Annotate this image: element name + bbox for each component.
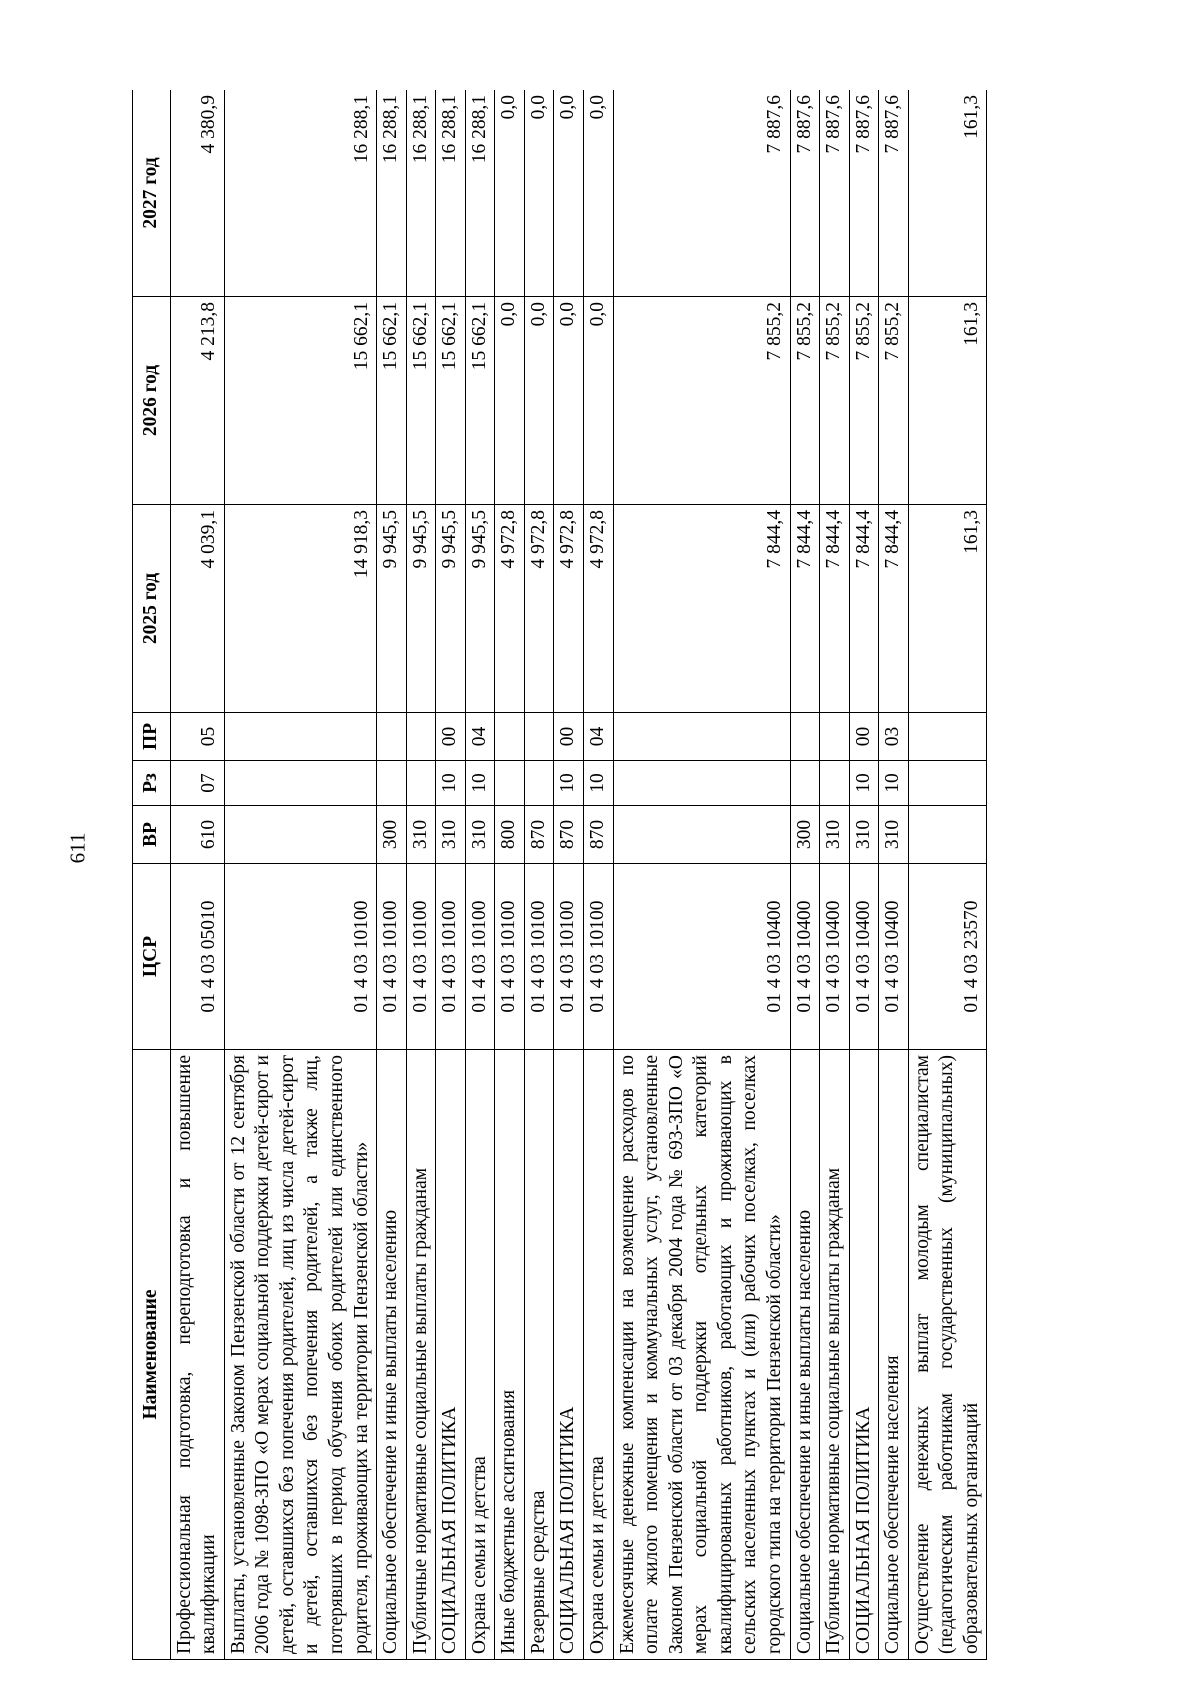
cell-pr xyxy=(377,713,407,761)
cell-vr: 870 xyxy=(584,806,614,864)
cell-2027: 0,0 xyxy=(524,90,554,297)
cell-name: Социальное обеспечение и иные выплаты населению xyxy=(790,1050,820,1660)
cell-2027: 16 288,1 xyxy=(224,90,376,297)
table-row xyxy=(436,90,466,1660)
cell-2025: 14 918,3 xyxy=(224,505,376,713)
table-row xyxy=(524,90,554,1660)
cell-2026: 0,0 xyxy=(554,297,584,505)
cell-2027: 0,0 xyxy=(495,90,525,297)
cell-2026: 0,0 xyxy=(495,297,525,505)
table-row xyxy=(584,90,614,1660)
cell-name: СОЦИАЛЬНАЯ ПОЛИТИКА xyxy=(436,1050,466,1660)
cell-rz: 10 xyxy=(465,761,495,806)
cell-pr xyxy=(613,713,790,761)
table-body xyxy=(170,90,987,1660)
cell-2025: 7 844,4 xyxy=(849,505,879,713)
cell-2025: 4 972,8 xyxy=(584,505,614,713)
cell-rz xyxy=(377,761,407,806)
cell-vr: 800 xyxy=(495,806,525,864)
cell-2026: 4 213,8 xyxy=(170,297,224,505)
cell-csr: 01 4 03 10100 xyxy=(406,864,436,1050)
cell-2026: 15 662,1 xyxy=(465,297,495,505)
cell-2025: 161,3 xyxy=(908,505,987,713)
cell-name: Ежемесячные денежные компенсации на возмещение расходов по оплате жилого помещения и коммунальных услуг, установленные Законом Пензенской области от 03 декабря 2004 года № 693-ЗПО «О мерах социальной поддержки отдельных категорий квалифицированных работников, работающих и проживающих в сельских населенных пунктах и (или) рабочих поселках, поселках городского типа на территории Пензенской области» xyxy=(613,1050,790,1660)
cell-pr: 00 xyxy=(554,713,584,761)
cell-2027: 7 887,6 xyxy=(849,90,879,297)
table-row xyxy=(849,90,879,1660)
cell-pr: 04 xyxy=(465,713,495,761)
cell-2027: 7 887,6 xyxy=(613,90,790,297)
table-row xyxy=(406,90,436,1660)
cell-vr xyxy=(613,806,790,864)
cell-2027: 7 887,6 xyxy=(790,90,820,297)
table-row xyxy=(820,90,850,1660)
cell-2025: 7 844,4 xyxy=(613,505,790,713)
cell-name: Резервные средства xyxy=(524,1050,554,1660)
cell-2027: 16 288,1 xyxy=(406,90,436,297)
cell-rz: 10 xyxy=(584,761,614,806)
cell-2026: 7 855,2 xyxy=(613,297,790,505)
cell-csr: 01 4 03 10100 xyxy=(224,864,376,1050)
cell-rz xyxy=(613,761,790,806)
cell-vr xyxy=(908,806,987,864)
header-row xyxy=(133,90,171,1660)
cell-rz xyxy=(406,761,436,806)
header-rz: Рз xyxy=(133,761,171,806)
cell-vr: 310 xyxy=(465,806,495,864)
cell-2025: 4 972,8 xyxy=(495,505,525,713)
cell-2026: 7 855,2 xyxy=(879,297,909,505)
cell-2026: 15 662,1 xyxy=(377,297,407,505)
cell-pr xyxy=(495,713,525,761)
cell-vr: 870 xyxy=(524,806,554,864)
cell-vr: 300 xyxy=(790,806,820,864)
cell-rz xyxy=(224,761,376,806)
cell-2026: 7 855,2 xyxy=(820,297,850,505)
cell-csr: 01 4 03 10100 xyxy=(524,864,554,1050)
cell-name: Публичные нормативные социальные выплаты гражданам xyxy=(406,1050,436,1660)
cell-2026: 15 662,1 xyxy=(436,297,466,505)
cell-rz: 10 xyxy=(436,761,466,806)
table-row xyxy=(170,90,224,1660)
cell-2026: 0,0 xyxy=(524,297,554,505)
cell-name: Иные бюджетные ассигнования xyxy=(495,1050,525,1660)
cell-2025: 4 972,8 xyxy=(524,505,554,713)
cell-2027: 0,0 xyxy=(584,90,614,297)
cell-pr: 04 xyxy=(584,713,614,761)
header-2025: 2025 год xyxy=(133,505,171,713)
cell-pr: 00 xyxy=(849,713,879,761)
cell-2025: 9 945,5 xyxy=(406,505,436,713)
cell-vr xyxy=(224,806,376,864)
table-row xyxy=(790,90,820,1660)
cell-vr: 310 xyxy=(879,806,909,864)
cell-rz: 10 xyxy=(554,761,584,806)
header-2026: 2026 год xyxy=(133,297,171,505)
cell-vr: 310 xyxy=(849,806,879,864)
cell-pr xyxy=(224,713,376,761)
cell-2027: 16 288,1 xyxy=(436,90,466,297)
table-row xyxy=(465,90,495,1660)
cell-csr: 01 4 03 10100 xyxy=(436,864,466,1050)
cell-csr: 01 4 03 10100 xyxy=(495,864,525,1050)
cell-csr: 01 4 03 10100 xyxy=(465,864,495,1050)
cell-2025: 9 945,5 xyxy=(436,505,466,713)
rotated-table-content xyxy=(132,90,1200,1660)
cell-name: Публичные нормативные социальные выплаты гражданам xyxy=(820,1050,850,1660)
cell-2027: 16 288,1 xyxy=(465,90,495,297)
table-row xyxy=(224,90,376,1660)
cell-name: Осуществление денежных выплат молодым специалистам (педагогическим работникам государственных (муниципальных) образовательных организаций xyxy=(908,1050,987,1660)
cell-pr xyxy=(524,713,554,761)
header-name: Наименование xyxy=(133,1050,171,1660)
cell-2025: 7 844,4 xyxy=(820,505,850,713)
cell-pr xyxy=(790,713,820,761)
cell-2027: 161,3 xyxy=(908,90,987,297)
cell-2027: 0,0 xyxy=(554,90,584,297)
cell-rz xyxy=(495,761,525,806)
cell-2025: 9 945,5 xyxy=(377,505,407,713)
cell-pr: 05 xyxy=(170,713,224,761)
cell-2026: 7 855,2 xyxy=(849,297,879,505)
table-row xyxy=(377,90,407,1660)
cell-name: Социальное обеспечение и иные выплаты населению xyxy=(377,1050,407,1660)
budget-table xyxy=(132,90,987,1660)
cell-name: Выплаты, установленные Законом Пензенской области от 12 сентября 2006 года № 1098-ЗПО «О мерах социальной поддержки детей-сирот и детей, оставшихся без попечения родителей, лиц из числа детей-сирот и детей, оставшихся без попечения родителей, а также лиц, потерявших в период обучения обоих родителей или единственного родителя, проживающих на территории Пензенской области» xyxy=(224,1050,376,1660)
cell-2025: 4 972,8 xyxy=(554,505,584,713)
cell-csr: 01 4 03 10100 xyxy=(584,864,614,1050)
cell-name: Социальное обеспечение населения xyxy=(879,1050,909,1660)
cell-2025: 9 945,5 xyxy=(465,505,495,713)
header-2027: 2027 год xyxy=(133,90,171,297)
cell-2025: 7 844,4 xyxy=(879,505,909,713)
cell-2025: 7 844,4 xyxy=(790,505,820,713)
header-csr: ЦСР xyxy=(133,864,171,1050)
cell-name: Охрана семьи и детства xyxy=(584,1050,614,1660)
cell-csr: 01 4 03 10400 xyxy=(613,864,790,1050)
table-row xyxy=(554,90,584,1660)
cell-csr: 01 4 03 10400 xyxy=(790,864,820,1050)
cell-2026: 0,0 xyxy=(584,297,614,505)
header-pr: ПР xyxy=(133,713,171,761)
page-number: 611 xyxy=(65,832,90,864)
cell-rz: 07 xyxy=(170,761,224,806)
table-header xyxy=(133,90,171,1660)
cell-pr xyxy=(908,713,987,761)
cell-pr xyxy=(406,713,436,761)
cell-vr: 300 xyxy=(377,806,407,864)
cell-csr: 01 4 03 10400 xyxy=(849,864,879,1050)
table-row xyxy=(495,90,525,1660)
header-vr: ВР xyxy=(133,806,171,864)
cell-csr: 01 4 03 05010 xyxy=(170,864,224,1050)
table-row xyxy=(908,90,987,1660)
cell-csr: 01 4 03 10400 xyxy=(820,864,850,1050)
cell-2025: 4 039,1 xyxy=(170,505,224,713)
cell-vr: 310 xyxy=(406,806,436,864)
cell-rz xyxy=(820,761,850,806)
cell-pr: 00 xyxy=(436,713,466,761)
cell-2026: 161,3 xyxy=(908,297,987,505)
cell-name: СОЦИАЛЬНАЯ ПОЛИТИКА xyxy=(554,1050,584,1660)
table-row xyxy=(613,90,790,1660)
cell-rz xyxy=(790,761,820,806)
cell-rz: 10 xyxy=(849,761,879,806)
cell-rz xyxy=(524,761,554,806)
cell-vr: 310 xyxy=(820,806,850,864)
cell-csr: 01 4 03 23570 xyxy=(908,864,987,1050)
cell-2026: 15 662,1 xyxy=(406,297,436,505)
cell-name: СОЦИАЛЬНАЯ ПОЛИТИКА xyxy=(849,1050,879,1660)
cell-2027: 7 887,6 xyxy=(879,90,909,297)
cell-pr: 03 xyxy=(879,713,909,761)
cell-rz: 10 xyxy=(879,761,909,806)
cell-2026: 7 855,2 xyxy=(790,297,820,505)
cell-vr: 310 xyxy=(436,806,466,864)
cell-csr: 01 4 03 10100 xyxy=(554,864,584,1050)
cell-rz xyxy=(908,761,987,806)
cell-pr xyxy=(820,713,850,761)
cell-2027: 16 288,1 xyxy=(377,90,407,297)
cell-vr: 870 xyxy=(554,806,584,864)
table-row xyxy=(879,90,909,1660)
cell-name: Профессиональная подготовка, переподготовка и повышение квалификации xyxy=(170,1050,224,1660)
cell-vr: 610 xyxy=(170,806,224,864)
cell-2027: 4 380,9 xyxy=(170,90,224,297)
cell-2027: 7 887,6 xyxy=(820,90,850,297)
cell-csr: 01 4 03 10100 xyxy=(377,864,407,1050)
cell-2026: 15 662,1 xyxy=(224,297,376,505)
cell-name: Охрана семьи и детства xyxy=(465,1050,495,1660)
rotated-table-frame xyxy=(132,90,1200,1660)
cell-csr: 01 4 03 10400 xyxy=(879,864,909,1050)
